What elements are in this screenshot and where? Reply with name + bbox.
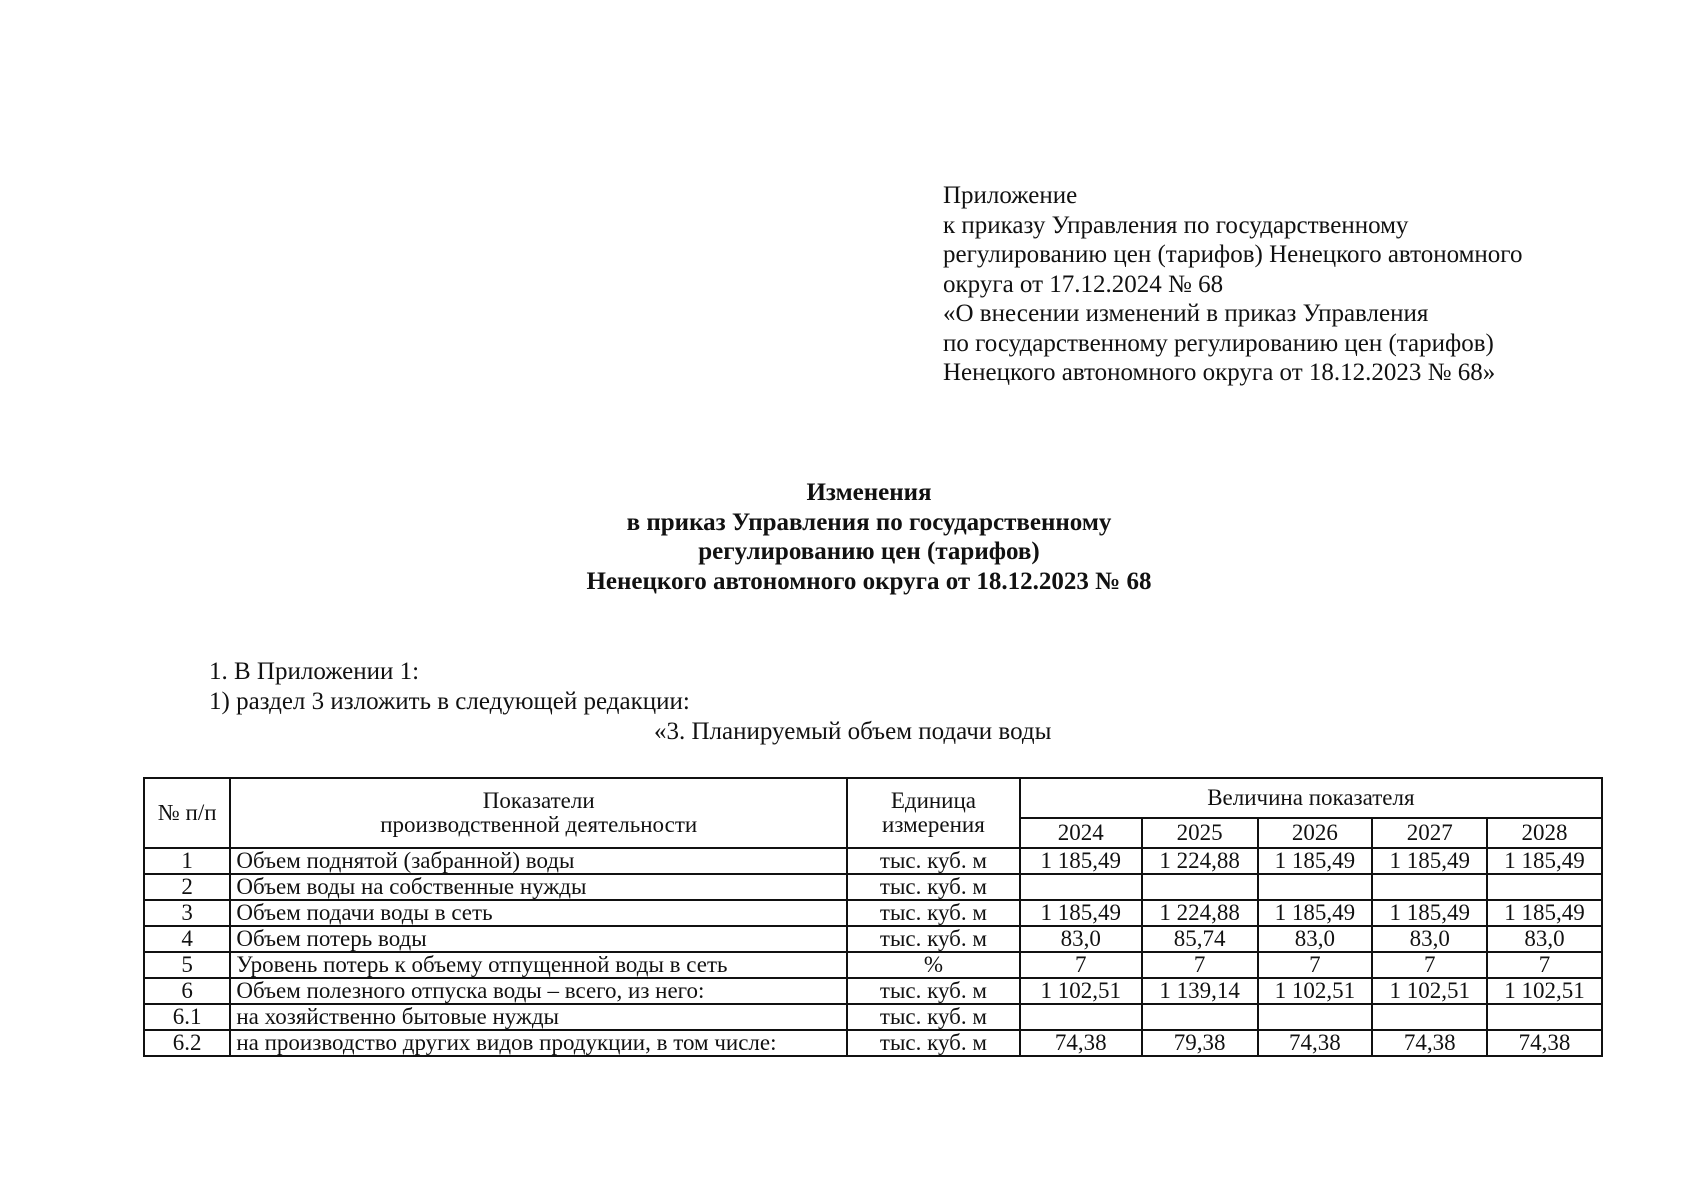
table-header-row — [144, 778, 1602, 818]
row-value: 7 — [1372, 952, 1487, 978]
row-value — [1372, 874, 1487, 900]
row-value — [1020, 874, 1142, 900]
row-unit: тыс. куб. м — [847, 978, 1020, 1004]
row-value: 1 185,49 — [1372, 848, 1487, 874]
row-name: на хозяйственно бытовые нужды — [230, 1004, 847, 1030]
row-num: 6 — [144, 978, 230, 1004]
row-value: 1 185,49 — [1258, 848, 1373, 874]
row-value: 1 224,88 — [1142, 848, 1258, 874]
row-value: 1 102,51 — [1020, 978, 1142, 1004]
table-row — [144, 900, 1602, 926]
appendix-line: к приказу Управления по государственному — [943, 211, 1409, 239]
row-value: 7 — [1020, 952, 1142, 978]
row-num: 6.1 — [144, 1004, 230, 1030]
appendix-line: по государственному регулированию цен (тарифов) — [943, 329, 1494, 357]
row-name: Объем поднятой (забранной) воды — [230, 848, 847, 874]
row-value: 1 224,88 — [1142, 900, 1258, 926]
section-title: «3. Планируемый объем подачи воды — [654, 718, 1052, 745]
heading-line: в приказ Управления по государственному — [626, 508, 1112, 536]
row-unit: % — [847, 952, 1020, 978]
table-row — [144, 926, 1602, 952]
appendix-line: Приложение — [943, 182, 1078, 209]
header-unit-line1: Единица — [890, 788, 977, 813]
table-row — [144, 1030, 1602, 1056]
row-value: 1 185,49 — [1020, 848, 1142, 874]
row-unit: тыс. куб. м — [847, 1030, 1020, 1056]
row-num: 3 — [144, 900, 230, 926]
row-name: Уровень потерь к объему отпущенной воды в сеть — [230, 952, 847, 978]
row-value: 1 102,51 — [1372, 978, 1487, 1004]
row-value: 7 — [1258, 952, 1373, 978]
row-value: 1 102,51 — [1258, 978, 1373, 1004]
header-indicator-line2: производственной деятельности — [380, 812, 698, 837]
row-unit: тыс. куб. м — [847, 926, 1020, 952]
row-name: Объем полезного отпуска воды – всего, из него: — [230, 978, 847, 1004]
row-value: 74,38 — [1372, 1030, 1487, 1056]
row-value — [1142, 874, 1258, 900]
table-row — [144, 978, 1602, 1004]
row-value: 83,0 — [1487, 926, 1602, 952]
document-heading — [0, 478, 1698, 596]
row-value: 74,38 — [1020, 1030, 1142, 1056]
row-value — [1020, 1004, 1142, 1030]
header-indicator — [230, 778, 847, 848]
row-num: 2 — [144, 874, 230, 900]
heading-line: Ненецкого автономного округа от 18.12.2023 № 68 — [586, 567, 1152, 595]
row-unit: тыс. куб. м — [847, 900, 1020, 926]
row-value — [1372, 1004, 1487, 1030]
table-row — [144, 848, 1602, 874]
header-unit — [847, 778, 1020, 848]
row-value: 74,38 — [1258, 1030, 1373, 1056]
row-name: на производство других видов продукции, в том числе: — [230, 1030, 847, 1056]
appendix-line: регулированию цен (тарифов) Ненецкого автономного — [943, 241, 1523, 268]
row-value: 7 — [1142, 952, 1258, 978]
row-value: 83,0 — [1258, 926, 1373, 952]
row-value: 83,0 — [1020, 926, 1142, 952]
row-value — [1142, 1004, 1258, 1030]
water-supply-table — [143, 777, 1603, 1057]
appendix-line: Ненецкого автономного округа от 18.12.2023 № 68» — [943, 359, 1496, 386]
row-value: 1 185,49 — [1372, 900, 1487, 926]
row-value — [1258, 1004, 1373, 1030]
row-name: Объем потерь воды — [230, 926, 847, 952]
row-value: 85,74 — [1142, 926, 1258, 952]
header-year: 2026 — [1258, 818, 1373, 848]
row-value: 83,0 — [1372, 926, 1487, 952]
paragraph-1: 1. В Приложении 1: — [209, 658, 420, 685]
header-unit-line2: измерения — [882, 812, 985, 837]
row-value: 1 185,49 — [1487, 848, 1602, 874]
row-num: 4 — [144, 926, 230, 952]
table-row — [144, 874, 1602, 900]
table-row — [144, 1004, 1602, 1030]
header-year: 2028 — [1487, 818, 1602, 848]
row-unit: тыс. куб. м — [847, 1004, 1020, 1030]
row-value — [1258, 874, 1373, 900]
row-value: 1 185,49 — [1487, 900, 1602, 926]
header-year: 2025 — [1142, 818, 1258, 848]
heading-line: регулированию цен (тарифов) — [698, 538, 1040, 565]
row-name: Объем подачи воды в сеть — [230, 900, 847, 926]
row-value: 1 185,49 — [1258, 900, 1373, 926]
header-year: 2024 — [1020, 818, 1142, 848]
row-num: 5 — [144, 952, 230, 978]
row-value: 7 — [1487, 952, 1602, 978]
row-value: 79,38 — [1142, 1030, 1258, 1056]
header-value-group: Величина показателя — [1020, 778, 1602, 818]
appendix-line: «О внесении изменений в приказ Управления — [943, 300, 1429, 327]
table-row — [144, 952, 1602, 978]
row-value: 1 139,14 — [1142, 978, 1258, 1004]
paragraph-2: 1) раздел 3 изложить в следующей редакции: — [209, 688, 690, 715]
row-value: 1 185,49 — [1020, 900, 1142, 926]
row-num: 6.2 — [144, 1030, 230, 1056]
row-value: 74,38 — [1487, 1030, 1602, 1056]
row-value: 1 102,51 — [1487, 978, 1602, 1004]
row-unit: тыс. куб. м — [847, 848, 1020, 874]
row-name: Объем воды на собственные нужды — [230, 874, 847, 900]
row-value — [1487, 874, 1602, 900]
header-year: 2027 — [1372, 818, 1487, 848]
appendix-line: округа от 17.12.2024 № 68 — [943, 270, 1224, 298]
row-unit: тыс. куб. м — [847, 874, 1020, 900]
header-indicator-line1: Показатели — [482, 788, 595, 813]
row-num: 1 — [144, 848, 230, 874]
header-num: № п/п — [144, 778, 230, 848]
heading-line: Изменения — [806, 479, 932, 506]
appendix-block — [943, 181, 1522, 388]
row-value — [1487, 1004, 1602, 1030]
